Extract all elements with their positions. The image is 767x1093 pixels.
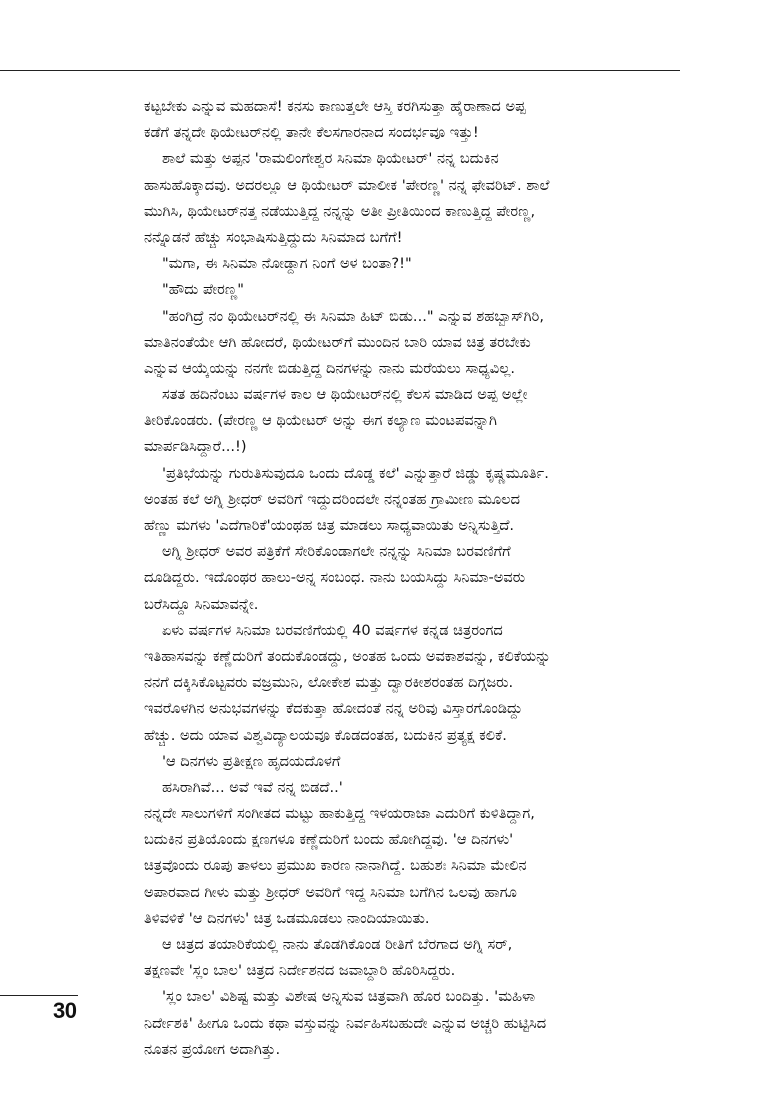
- text-line: ಕಡೆಗೆ ತನ್ನದೇ ಥಿಯೇಟರ್‌ನಲ್ಲಿ ತಾನೇ ಕೆಲಸಗಾರನಾದ ಸಂದರ್ಭವೂ ಇತ್ತು!: [144, 124, 479, 142]
- text-line: ಇತಿಹಾಸವನ್ನು ಕಣ್ಣೆದುರಿಗೆ ತಂದುಕೊಂಡದ್ದು, ಅಂತಹ ಒಂದು ಅವಕಾಶವನ್ನು, ಕಲಿಕೆಯನ್ನು: [144, 647, 551, 665]
- text-line: ಶಾಲೆ ಮತ್ತು ಅಪ್ಪನ 'ರಾಮಲಿಂಗೇಶ್ವರ ಸಿನಿಮಾ ಥಿಯೇಟರ್' ನನ್ನ ಬದುಕಿನ: [162, 150, 499, 168]
- text-line: 'ಆ ದಿನಗಳು ಪ್ರತೀಕ್ಷಣ ಹೃದಯದೊಳಗೆ: [162, 752, 341, 770]
- text-line: ಬದುಕಿನ ಪ್ರತಿಯೊಂದು ಕ್ಷಣಗಳೂ ಕಣ್ಣೆದುರಿಗೆ ಬಂದು ಹೋಗಿದ್ದವು. 'ಆ ದಿನಗಳು': [144, 831, 514, 849]
- text-line: ಬರೆಸಿದ್ದೂ ಸಿನಿಮಾವನ್ನೇ.: [144, 595, 259, 613]
- text-line: "ಹೌದು ಪೇರಣ್ಣ": [162, 281, 244, 299]
- text-line: 'ಸ್ಲಂ ಬಾಲ' ವಿಶಿಷ್ಟ ಮತ್ತು ವಿಶೇಷ ಅನ್ನಿಸುವ ಚಿತ್ರವಾಗಿ ಹೊರ ಬಂದಿತ್ತು. 'ಮಹಿಳಾ: [162, 988, 536, 1006]
- text-line: ಹಸಿರಾಗಿವೆ... ಅವೆ ಇವೆ ನನ್ನ ಬಿಡದೆ..': [162, 778, 343, 796]
- text-line: ಚಿತ್ರವೊಂದು ರೂಪು ತಾಳಲು ಪ್ರಮುಖ ಕಾರಣ ನಾನಾಗಿದ್ದೆ. ಬಹುಶಃ ಸಿನಿಮಾ ಮೇಲಿನ: [144, 857, 527, 875]
- text-line: ಕಟ್ಟಬೇಕು ಎನ್ನುವ ಮಹದಾಸೆ! ಕನಸು ಕಾಣುತ್ತಲೇ ಆಸ್ತಿ ಕರಗಿಸುತ್ತಾ ಹೈರಾಣಾದ ಅಪ್ಪ: [144, 98, 526, 115]
- text-line: ನನ್ನೊಡನೆ ಹೆಚ್ಚು ಸಂಭಾಷಿಸುತ್ತಿದ್ದುದು ಸಿನಿಮಾದ ಬಗೆಗೆ!: [144, 228, 403, 246]
- text-line: ಅಪಾರವಾದ ಗೀಳು ಮತ್ತು ಶ್ರೀಧರ್ ಅವರಿಗೆ ಇದ್ದ ಸಿನಿಮಾ ಬಗೆಗಿನ ಒಲವು ಹಾಗೂ: [144, 883, 517, 901]
- text-line: "ಹಂಗಿದ್ರೆ ನಂ ಥಿಯೇಟರ್‌ನಲ್ಲಿ ಈ ಸಿನಿಮಾ ಹಿಟ್ ಬಿಡು..." ಎನ್ನುವ ಶಹಬ್ಬಾಸ್‌ಗಿರಿ,: [162, 307, 544, 325]
- text-line: ಅಗ್ನಿ ಶ್ರೀಧರ್ ಅವರ ಪತ್ರಿಕೆಗೆ ಸೇರಿಕೊಂಡಾಗಲೇ ನನ್ನನ್ನು ಸಿನಿಮಾ ಬರವಣಿಗೆಗೆ: [162, 543, 511, 561]
- text-line: ಮಾರ್ಪಡಿಸಿದ್ದಾರೆ...!): [144, 438, 247, 456]
- text-line: ಹೆಣ್ಣು ಮಗಳು 'ಎದೆಗಾರಿಕೆ'ಯಂಥಹ ಚಿತ್ರ ಮಾಡಲು ಸಾಧ್ಯವಾಯಿತು ಅನ್ನಿಸುತ್ತಿದೆ.: [144, 517, 515, 534]
- text-line: ತಕ್ಷಣವೇ 'ಸ್ಲಂ ಬಾಲ' ಚಿತ್ರದ ನಿರ್ದೇಶನದ ಜವಾಬ್ದಾರಿ ಹೊರಿಸಿದ್ದರು.: [144, 962, 456, 980]
- text-line: ತಿಳಿವಳಿಕೆ 'ಆ ದಿನಗಳು' ಚಿತ್ರ ಒಡಮೂಡಲು ನಾಂದಿಯಾಯಿತು.: [144, 909, 430, 927]
- text-line: ನನಗೆ ದಕ್ಕಿಸಿಕೊಟ್ಟವರು ವಜ್ರಮುನಿ, ಲೋಕೇಶ ಮತ್ತು ದ್ವಾರಕೀಶರಂತಹ ದಿಗ್ಗಜರು.: [144, 674, 514, 692]
- text-line: ದೂಡಿದ್ದರು. ಇದೊಂಥರ ಹಾಲು-ಅನ್ನ ಸಂಬಂಧ. ನಾನು ಬಯಸಿದ್ದು ಸಿನಿಮಾ-ಅವರು: [144, 569, 526, 587]
- text-line: ಹಾಸುಹೊಕ್ಕಾದವು. ಅದರಲ್ಲೂ ಆ ಥಿಯೇಟರ್ ಮಾಲೀಕ 'ಪೇರಣ್ಣ' ನನ್ನ ಫೇವರಿಟ್. ಶಾಲೆ: [144, 176, 550, 194]
- text-line: ನನ್ನದೇ ಸಾಲುಗಳಿಗೆ ಸಂಗೀತದ ಮಟ್ಟು ಹಾಕುತ್ತಿದ್ದ ಇಳಯರಾಜಾ ಎದುರಿಗೆ ಕುಳಿತಿದ್ದಾಗ,: [144, 805, 535, 823]
- text-line: ನೂತನ ಪ್ರಯೋಗ ಅದಾಗಿತ್ತು.: [144, 1040, 281, 1058]
- page-number: 30: [53, 998, 77, 1023]
- text-line: ಸತತ ಹದಿನೆಂಟು ವರ್ಷಗಳ ಕಾಲ ಆ ಥಿಯೇಟರ್‌ನಲ್ಲಿ ಕೆಲಸ ಮಾಡಿದ ಅಪ್ಪ ಅಲ್ಲೇ: [162, 386, 528, 404]
- text-line: ಇವರೊಳಗಿನ ಅನುಭವಗಳನ್ನು ಕೆದಕುತ್ತಾ ಹೋದಂತೆ ನನ್ನ ಅರಿವು ವಿಸ್ತಾರಗೊಂಡಿದ್ದು: [144, 700, 523, 718]
- text-line: ಮುಗಿಸಿ, ಥಿಯೇಟರ್‌ನತ್ತ ನಡೆಯುತ್ತಿದ್ದ ನನ್ನನ್ನು ಅತೀ ಪ್ರೀತಿಯಿಂದ ಕಾಣುತ್ತಿದ್ದ ಪೇರಣ್ಣ,: [144, 202, 536, 220]
- text-line: 'ಪ್ರತಿಭೆಯನ್ನು ಗುರುತಿಸುವುದೂ ಒಂದು ದೊಡ್ಡ ಕಲೆ' ಎನ್ನುತ್ತಾರೆ ಜಿಡ್ಡು ಕೃಷ್ಣಮೂರ್ತಿ.: [162, 464, 549, 482]
- body-text: [144, 94, 662, 1063]
- text-line: ಹೆಚ್ಚು. ಅದು ಯಾವ ವಿಶ್ವವಿದ್ಯಾಲಯವೂ ಕೊಡದಂತಹ, ಬದುಕಿನ ಪ್ರತ್ಯಕ್ಷ ಕಲಿಕೆ.: [144, 726, 507, 744]
- header-rule: [0, 70, 680, 71]
- text-line: ಅಂತಹ ಕಲೆ ಅಗ್ನಿ ಶ್ರೀಧರ್ ಅವರಿಗೆ ಇದ್ದುದರಿಂದಲೇ ನನ್ನಂತಹ ಗ್ರಾಮೀಣ ಮೂಲದ: [144, 490, 521, 508]
- text-line: ನಿರ್ದೇಶಕಿ' ಹೀಗೂ ಒಂದು ಕಥಾ ವಸ್ತುವನ್ನು ನಿರ್ವಹಿಸಬಹುದೇ ಎನ್ನುವ ಅಚ್ಚರಿ ಹುಟ್ಟಿಸಿದ: [144, 1014, 547, 1032]
- text-line: ಏಳು ವರ್ಷಗಳ ಸಿನಿಮಾ ಬರವಣಿಗೆಯಲ್ಲಿ 40 ವರ್ಷಗಳ ಕನ್ನಡ ಚಿತ್ರರಂಗದ: [162, 621, 503, 639]
- text-line: ಆ ಚಿತ್ರದ ತಯಾರಿಕೆಯಲ್ಲಿ ನಾನು ತೊಡಗಿಕೊಂಡ ರೀತಿಗೆ ಬೆರಗಾದ ಅಗ್ನಿ ಸರ್,: [162, 936, 513, 953]
- footer-rule: [0, 995, 78, 996]
- text-line: ತೀರಿಕೊಂಡರು. (ಪೇರಣ್ಣ ಆ ಥಿಯೇಟರ್ ಅನ್ನು ಈಗ ಕಲ್ಯಾಣ ಮಂಟಪವನ್ನಾಗಿ: [144, 412, 498, 430]
- text-line: ಮಾತಿನಂತೆಯೇ ಆಗಿ ಹೋದರೆ, ಥಿಯೇಟರ್‌ಗೆ ಮುಂದಿನ ಬಾರಿ ಯಾವ ಚಿತ್ರ ತರಬೇಕು: [144, 333, 531, 351]
- text-line: ಎನ್ನುವ ಆಯ್ಕೆಯನ್ನು ನನಗೇ ಬಿಡುತ್ತಿದ್ದ ದಿನಗಳನ್ನು ನಾನು ಮರೆಯಲು ಸಾಧ್ಯವಿಲ್ಲ.: [144, 359, 516, 377]
- text-line: "ಮಗಾ, ಈ ಸಿನಿಮಾ ನೋಡ್ದಾಗ ನಿಂಗೆ ಅಳ ಬಂತಾ?!": [162, 255, 412, 273]
